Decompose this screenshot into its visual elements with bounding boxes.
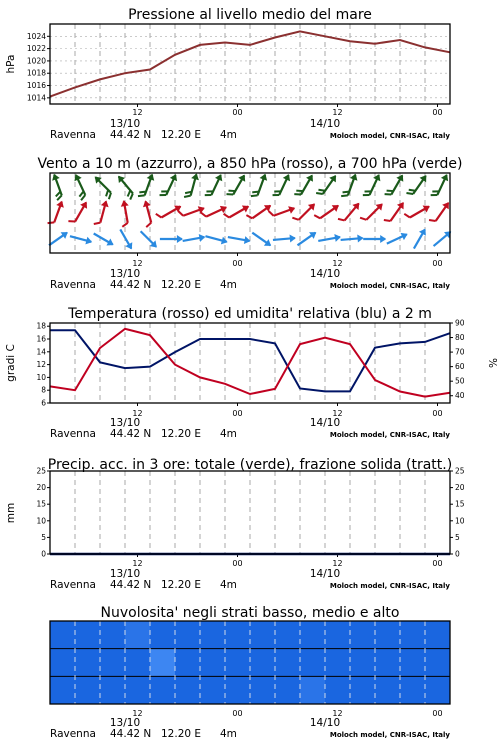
cloud-cell [425, 676, 450, 704]
x-tick-label: 12 [132, 559, 143, 568]
wind-barb-10m [385, 230, 409, 247]
wind-barb-850 [139, 199, 155, 227]
station-elevation: 4m [220, 728, 237, 740]
cloud-cell [225, 621, 250, 649]
chart-title: Temperatura (rosso) ed umidita' relativa (blu) a 2 m [68, 306, 432, 322]
wind-barb-850 [404, 201, 432, 223]
x-tick-label: 00 [432, 108, 443, 117]
x-tick-label: 00 [232, 709, 243, 718]
y-tick-label: 1014 [26, 93, 46, 103]
chart-title: Pressione al livello medio del mare [128, 7, 372, 23]
y-tick-label-right: 25 [455, 466, 465, 476]
y-tick-label: 15 [36, 499, 46, 509]
station-lon: 12.20 E [161, 579, 202, 591]
model-credit: Moloch model, CNR-ISAC, Italy [329, 132, 450, 140]
y-axis-label: gradi C [5, 344, 17, 382]
y-tick-label: 8 [41, 385, 46, 395]
x-tick-label: 12 [132, 108, 143, 117]
cloud-cell [350, 649, 375, 677]
y-tick-label: 6 [41, 398, 46, 408]
station-name: Ravenna [50, 428, 96, 440]
wind-barb-700 [227, 172, 249, 200]
wind-barb-850 [94, 199, 110, 227]
cloud-cell [400, 621, 425, 649]
wind-barb-850 [314, 200, 341, 223]
cloud-cell [275, 649, 300, 677]
station-elevation: 4m [220, 579, 237, 591]
station-lat: 44.42 N [110, 279, 152, 291]
cloud-cell [200, 621, 225, 649]
cloud-cell [200, 676, 225, 704]
wind-barb-10m [227, 233, 251, 245]
x-tick-label: 12 [132, 409, 143, 418]
y-tick-label-right: 40 [455, 391, 465, 401]
chart-title: Vento a 10 m (azzurro), a 850 hPa (rosso), a 700 hPa (verde) [37, 156, 463, 172]
wind-barb-700 [184, 172, 200, 200]
station-lon: 12.20 E [161, 728, 202, 740]
wind-barb-10m [69, 232, 93, 246]
y-tick-label-right: 5 [455, 532, 460, 542]
cloud-cell [175, 676, 200, 704]
y-tick-label: 1024 [26, 31, 46, 41]
y-tick-label: 5 [41, 532, 46, 542]
cloud-cell [375, 649, 400, 677]
wind-barb-700 [363, 172, 383, 200]
model-credit: Moloch model, CNR-ISAC, Italy [329, 582, 450, 590]
cloud-cell [125, 676, 150, 704]
station-name: Ravenna [50, 579, 96, 591]
wind-barb-850 [384, 199, 407, 226]
station-lon: 12.20 E [161, 129, 202, 141]
cloud-cell [125, 621, 150, 649]
x-tick-label: 00 [432, 409, 443, 418]
station-lon: 12.20 E [161, 279, 202, 291]
x-tick-label: 00 [232, 559, 243, 568]
x-tick-label: 00 [232, 409, 243, 418]
y-tick-label: 18 [36, 321, 46, 331]
date-label: 13/10 [109, 568, 141, 580]
cloud-cell [300, 676, 325, 704]
cloud-cell [225, 649, 250, 677]
cloud-cell [375, 621, 400, 649]
wind-barb-850 [201, 201, 229, 221]
cloud-cell [175, 621, 200, 649]
y-tick-label: 10 [36, 372, 46, 382]
x-tick-label: 00 [232, 259, 243, 268]
wind-barb-850 [429, 199, 452, 226]
station-lon: 12.20 E [161, 428, 202, 440]
date-label: 14/10 [309, 268, 341, 280]
wind-barb-850 [68, 199, 90, 227]
wind-barb-10m [138, 228, 160, 250]
cloud-cell [300, 621, 325, 649]
model-credit: Moloch model, CNR-ISAC, Italy [329, 282, 450, 290]
station-name: Ravenna [50, 129, 96, 141]
wind-barb-10m [92, 230, 116, 248]
wind-barb-850 [224, 201, 252, 223]
y-tick-label-right: 90 [455, 318, 465, 328]
x-tick-label: 12 [332, 709, 343, 718]
cloud-cell [75, 649, 100, 677]
date-label: 13/10 [109, 118, 141, 130]
x-tick-label: 00 [432, 559, 443, 568]
y-tick-label: 0 [41, 549, 46, 559]
date-label: 13/10 [109, 268, 141, 280]
wind-barb-850 [360, 199, 385, 224]
x-tick-label: 00 [232, 108, 243, 117]
y-tick-label: 1022 [26, 44, 46, 54]
cloud-cell [225, 676, 250, 704]
x-tick-label: 12 [132, 709, 143, 718]
wind-barb-700 [273, 172, 293, 200]
y-axis-label: hPa [5, 54, 17, 74]
date-label: 14/10 [309, 118, 341, 130]
station-elevation: 4m [220, 428, 237, 440]
cloud-cell [150, 676, 175, 704]
station-lat: 44.42 N [110, 428, 152, 440]
wind-barb-850 [178, 202, 206, 220]
y-tick-label: 16 [36, 334, 46, 344]
cloud-cell [50, 676, 75, 704]
date-label: 14/10 [309, 717, 341, 729]
date-label: 13/10 [109, 417, 141, 429]
y-tick-label: 1020 [26, 56, 46, 66]
wind-barb-700 [138, 172, 156, 200]
cloud-cell [350, 676, 375, 704]
x-tick-label: 12 [332, 559, 343, 568]
cloud-cell [300, 649, 325, 677]
cloud-cell [350, 621, 375, 649]
y-tick-label: 1018 [26, 68, 46, 78]
cloud-cell [325, 649, 350, 677]
cloud-cell [175, 649, 200, 677]
y-tick-label-right: 80 [455, 333, 465, 343]
wind-barb-700 [70, 172, 90, 200]
cloud-cell [250, 676, 275, 704]
wind-barb-10m [295, 229, 318, 249]
x-tick-label: 00 [432, 709, 443, 718]
x-tick-label: 12 [132, 259, 143, 268]
y-tick-label: 12 [36, 360, 46, 370]
station-lat: 44.42 N [110, 728, 152, 740]
y-tick-label-right: 50 [455, 376, 465, 386]
station-lat: 44.42 N [110, 579, 152, 591]
wind-barb-10m [182, 233, 206, 245]
y-tick-label: 1016 [26, 81, 46, 91]
cloud-cell [100, 676, 125, 704]
y-tick-label-right: 15 [455, 499, 465, 509]
y-tick-label: 25 [36, 466, 46, 476]
cloud-cell [50, 621, 75, 649]
y-tick-label-right: 0 [455, 549, 460, 559]
wind-barb-10m [117, 227, 135, 251]
wind-barb-10m [273, 234, 297, 244]
cloud-cell [275, 621, 300, 649]
y-axis-label-right: % [486, 358, 498, 368]
cloud-cell [400, 649, 425, 677]
cloud-cell [75, 621, 100, 649]
date-label: 13/10 [109, 717, 141, 729]
wind-barb-700 [431, 172, 451, 200]
station-elevation: 4m [220, 279, 237, 291]
x-tick-label: 12 [332, 409, 343, 418]
y-tick-label: 10 [36, 516, 46, 526]
cloud-cell [425, 621, 450, 649]
cloud-cell [425, 649, 450, 677]
wind-barb-700 [385, 172, 407, 200]
x-tick-label: 12 [332, 259, 343, 268]
y-tick-label-right: 20 [455, 483, 465, 493]
wind-barb-700 [160, 172, 180, 200]
cloud-cell [100, 649, 125, 677]
y-tick-label: 14 [36, 347, 46, 357]
y-tick-label-right: 70 [455, 347, 465, 357]
station-name: Ravenna [50, 728, 96, 740]
wind-barb-700 [205, 172, 225, 200]
y-tick-label-right: 60 [455, 362, 465, 372]
cloud-cell [250, 649, 275, 677]
cloud-cell [75, 676, 100, 704]
cloud-cell [325, 621, 350, 649]
date-label: 14/10 [309, 417, 341, 429]
wind-barb-700 [316, 172, 339, 199]
wind-barb-10m [250, 229, 273, 249]
station-elevation: 4m [220, 129, 237, 141]
wind-barb-700 [294, 172, 316, 200]
date-label: 14/10 [309, 568, 341, 580]
model-credit: Moloch model, CNR-ISAC, Italy [329, 731, 450, 739]
cloud-cell [150, 649, 175, 677]
cloud-cell [150, 621, 175, 649]
wind-barb-700 [48, 172, 66, 200]
cloud-cell [325, 676, 350, 704]
wind-barb-10m [318, 233, 342, 245]
wind-barb-10m [340, 234, 364, 244]
wind-barb-700 [113, 173, 137, 199]
chart-title: Nuvolosita' negli strati basso, medio e alto [100, 605, 400, 621]
y-tick-label-right: 10 [455, 516, 465, 526]
cloud-cell [375, 676, 400, 704]
cloud-cell [400, 676, 425, 704]
cloud-cell [50, 649, 75, 677]
model-credit: Moloch model, CNR-ISAC, Italy [329, 431, 450, 439]
wind-barb-10m [160, 235, 183, 243]
wind-barb-700 [251, 172, 269, 200]
wind-barb-10m [410, 227, 428, 251]
x-tick-label: 12 [332, 108, 343, 117]
station-lat: 44.42 N [110, 129, 152, 141]
cloud-cell [275, 676, 300, 704]
wind-barb-850 [292, 199, 317, 224]
chart-title: Precip. acc. in 3 ore: totale (verde), frazione solida (tratt.) [47, 457, 453, 473]
cloud-cell [125, 649, 150, 677]
cloud-cell [100, 621, 125, 649]
y-axis-label: mm [5, 502, 17, 524]
cloud-cell [250, 621, 275, 649]
cloud-cell [200, 649, 225, 677]
x-tick-label: 00 [432, 259, 443, 268]
y-tick-label: 20 [36, 483, 46, 493]
station-name: Ravenna [50, 279, 96, 291]
wind-barb-700 [406, 172, 429, 199]
wind-barb-700 [90, 174, 115, 199]
